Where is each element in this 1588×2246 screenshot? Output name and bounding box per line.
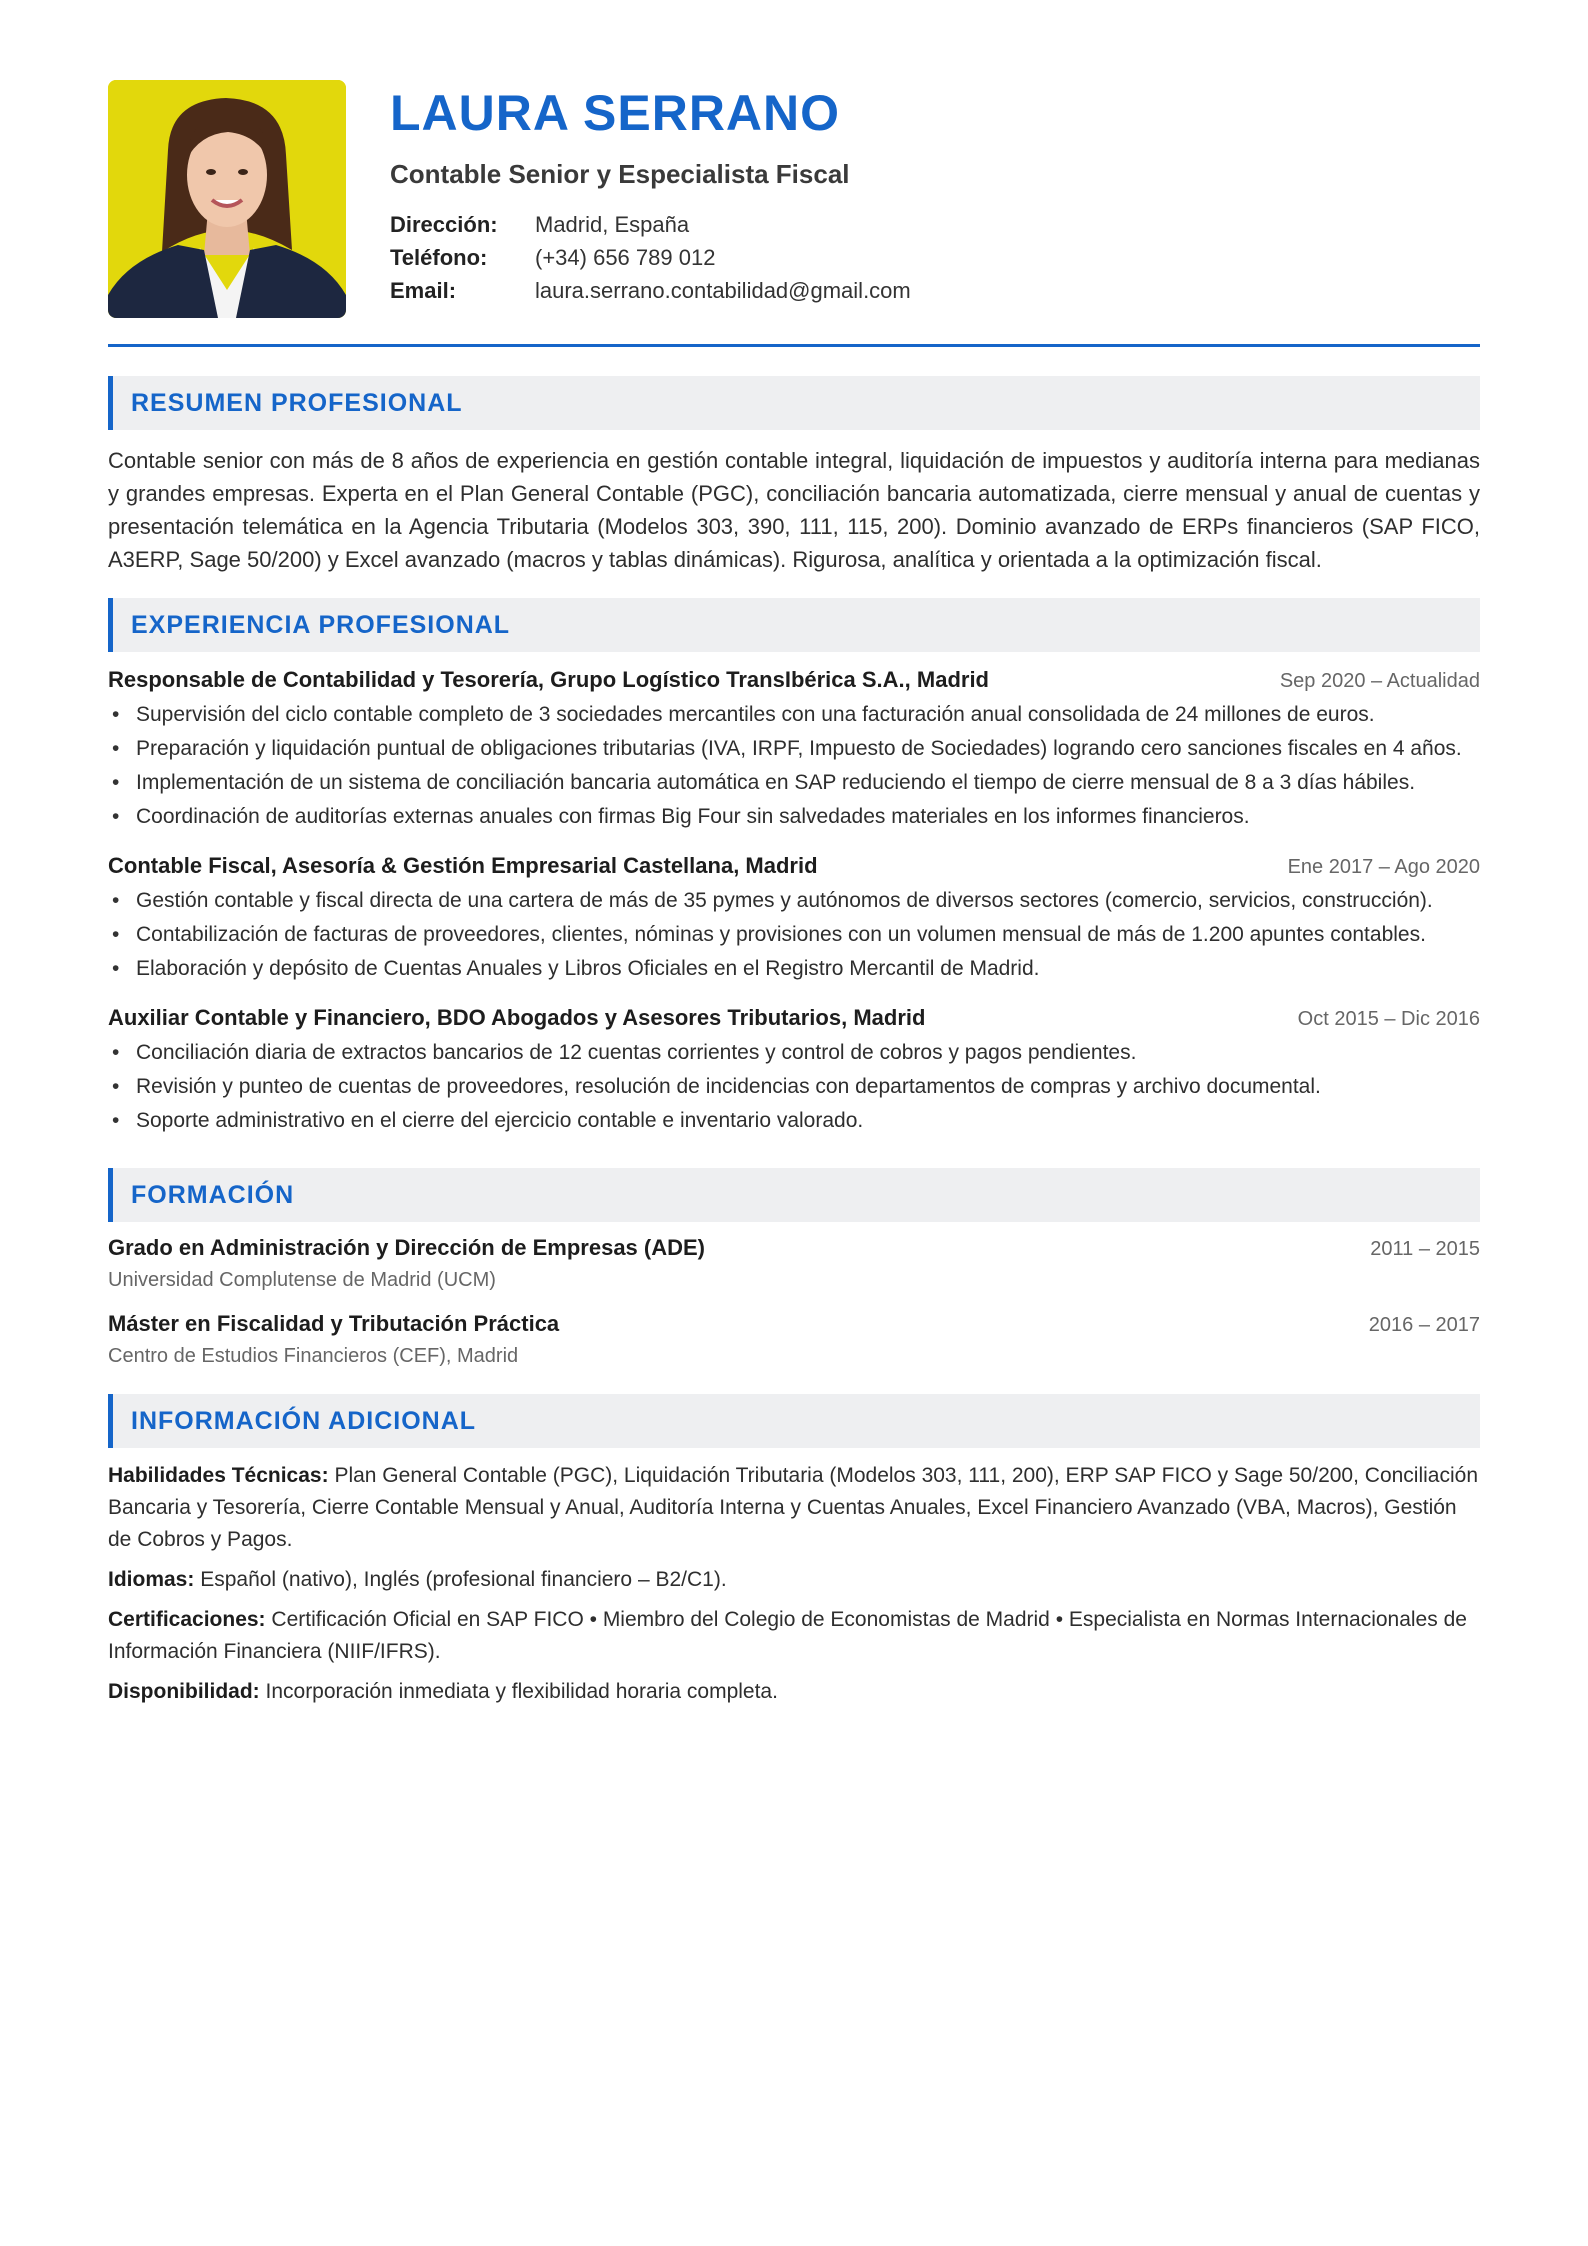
- job-bullets: [108, 698, 1480, 834]
- section-heading: RESUMEN PROFESIONAL: [108, 376, 1480, 430]
- section-heading: INFORMACIÓN ADICIONAL: [108, 1394, 1480, 1448]
- list-item: • Preparación y liquidación puntual de obligaciones tributarias (IVA, IRPF, Impuesto de Sociedades) logrando cero sanciones fiscales en 4 años.: [108, 732, 1480, 766]
- job-dates: Oct 2015 – Dic 2016: [1297, 1008, 1480, 1030]
- job-header: [108, 850, 1480, 882]
- additional-text: Español (nativo), Inglés (profesional financiero – B2/C1).: [200, 1568, 727, 1591]
- school-name: Centro de Estudios Financieros (CEF), Madrid: [108, 1345, 519, 1367]
- additional-label: Idiomas:: [108, 1568, 195, 1591]
- list-item: • Implementación de un sistema de conciliación bancaria automática en SAP reduciendo el tiempo de cierre mensual de 8 a 3 días hábiles.: [108, 766, 1480, 800]
- job-title: Contable Fiscal, Asesoría & Gestión Empresarial Castellana, Madrid: [108, 853, 818, 878]
- job-bullets: [108, 1036, 1480, 1138]
- list-item: • Supervisión del ciclo contable completo de 3 sociedades mercantiles con una facturación anual consolidada de 24 millones de euros.: [108, 698, 1480, 732]
- job-bullets: [108, 884, 1480, 986]
- degree-title: Máster en Fiscalidad y Tributación Práctica: [108, 1311, 560, 1336]
- list-item: • Revisión y punteo de cuentas de proveedores, resolución de incidencias con departamentos de compras y archivo documental.: [108, 1070, 1480, 1104]
- list-item: • Coordinación de auditorías externas anuales con firmas Big Four sin salvedades materiales en los informes financieros.: [108, 800, 1480, 834]
- contact-label: Email:: [390, 278, 457, 303]
- education-header: [108, 1308, 1480, 1340]
- additional-label: Certificaciones:: [108, 1608, 266, 1631]
- email-link[interactable]: laura.serrano.contabilidad@gmail.com: [535, 278, 911, 303]
- degree-title: Grado en Administración y Dirección de Empresas (ADE): [108, 1235, 706, 1260]
- education-header: [108, 1232, 1480, 1264]
- list-item: • Gestión contable y fiscal directa de una cartera de más de 35 pymes y autónomos de diversos sectores (comercio, servicios, construcción).: [108, 884, 1480, 918]
- resume-header: [108, 80, 1480, 344]
- candidate-name: LAURA SERRANO: [390, 85, 841, 141]
- section-heading: FORMACIÓN: [108, 1168, 1480, 1222]
- job-header: [108, 664, 1480, 696]
- additional-section: [108, 1394, 1480, 1708]
- header-info: [390, 84, 911, 307]
- job-title: Responsable de Contabilidad y Tesorería, Grupo Logístico TransIbérica S.A., Madrid: [108, 667, 989, 692]
- additional-label: Disponibilidad:: [108, 1680, 260, 1703]
- education-dates: 2011 – 2015: [1370, 1238, 1480, 1260]
- additional-label: Habilidades Técnicas:: [108, 1464, 329, 1487]
- contact-email: [390, 274, 911, 307]
- profile-photo: [108, 80, 346, 318]
- list-item: • Contabilización de facturas de proveedores, clientes, nóminas y provisiones con un volumen mensual de más de 1.200 apuntes contables.: [108, 918, 1480, 952]
- list-item: • Soporte administrativo en el cierre del ejercicio contable e inventario valorado.: [108, 1104, 1480, 1138]
- contact-label: Dirección:: [390, 212, 498, 237]
- contact-list: [390, 208, 911, 307]
- job-title: Auxiliar Contable y Financiero, BDO Abogados y Asesores Tributarios, Madrid: [108, 1005, 926, 1030]
- candidate-role: Contable Senior y Especialista Fiscal: [390, 159, 850, 189]
- contact-value: (+34) 656 789 012: [535, 245, 716, 270]
- additional-text: Incorporación inmediata y flexibilidad horaria completa.: [265, 1680, 778, 1703]
- job-dates: Sep 2020 – Actualidad: [1279, 670, 1480, 692]
- job-header: [108, 1002, 1480, 1034]
- school-name: Universidad Complutense de Madrid (UCM): [108, 1269, 496, 1291]
- list-item: • Conciliación diaria de extractos bancarios de 12 cuentas corrientes y control de cobros y pagos pendientes.: [108, 1036, 1480, 1070]
- job-entry: [108, 664, 1480, 834]
- contact-label: Teléfono:: [390, 245, 488, 270]
- header-divider: [108, 344, 1480, 347]
- additional-availability: [108, 1676, 1480, 1708]
- education-section: [108, 1168, 1480, 1372]
- job-entry: [108, 1002, 1480, 1138]
- contact-value: Madrid, España: [535, 212, 690, 237]
- additional-languages: [108, 1564, 1480, 1596]
- list-item: • Elaboración y depósito de Cuentas Anuales y Libros Oficiales en el Registro Mercantil de Madrid.: [108, 952, 1480, 986]
- job-entry: [108, 850, 1480, 986]
- education-entry: [108, 1232, 1480, 1296]
- additional-text: Plan General Contable (PGC), Liquidación Tributaria (Modelos 303, 111, 200), ERP SAP FICO y Sage 50/200, Conciliación Bancaria y Tesorería, Cierre Contable Mensual y Anual, Auditoría Interna y Cuentas Anuales, Excel Financiero Avanzado (VBA, Macros), Gestión de Cobros y Pagos.: [108, 1464, 1479, 1551]
- education-dates: 2016 – 2017: [1368, 1314, 1480, 1336]
- additional-skills: [108, 1460, 1480, 1556]
- job-dates: Ene 2017 – Ago 2020: [1287, 856, 1480, 878]
- additional-text: Certificación Oficial en SAP FICO • Miembro del Colegio de Economistas de Madrid • Especialista en Normas Internacionales de Información Financiera (NIIF/IFRS).: [108, 1608, 1467, 1663]
- summary-section: [108, 376, 1480, 576]
- education-entry: [108, 1308, 1480, 1372]
- additional-certifications: [108, 1604, 1480, 1668]
- section-heading: EXPERIENCIA PROFESIONAL: [108, 598, 1480, 652]
- summary-text: Contable senior con más de 8 años de experiencia en gestión contable integral, liquidación de impuestos y auditoría interna para medianas y grandes empresas. Experta en el Plan General Contable (PGC), conciliación bancaria automatizada, cierre mensual y anual de cuentas y presentación telemática en la Agencia Tributaria (Modelos 303, 390, 111, 115, 200). Dominio avanzado de ERPs financieros (SAP FICO, A3ERP, Sage 50/200) y Excel avanzado (macros y tablas dinámicas). Rigurosa, analítica y orientada a la optimización fiscal.: [108, 448, 1480, 572]
- experience-section: [108, 598, 1480, 1138]
- contact-phone: [390, 241, 911, 274]
- contact-address: [390, 208, 911, 241]
